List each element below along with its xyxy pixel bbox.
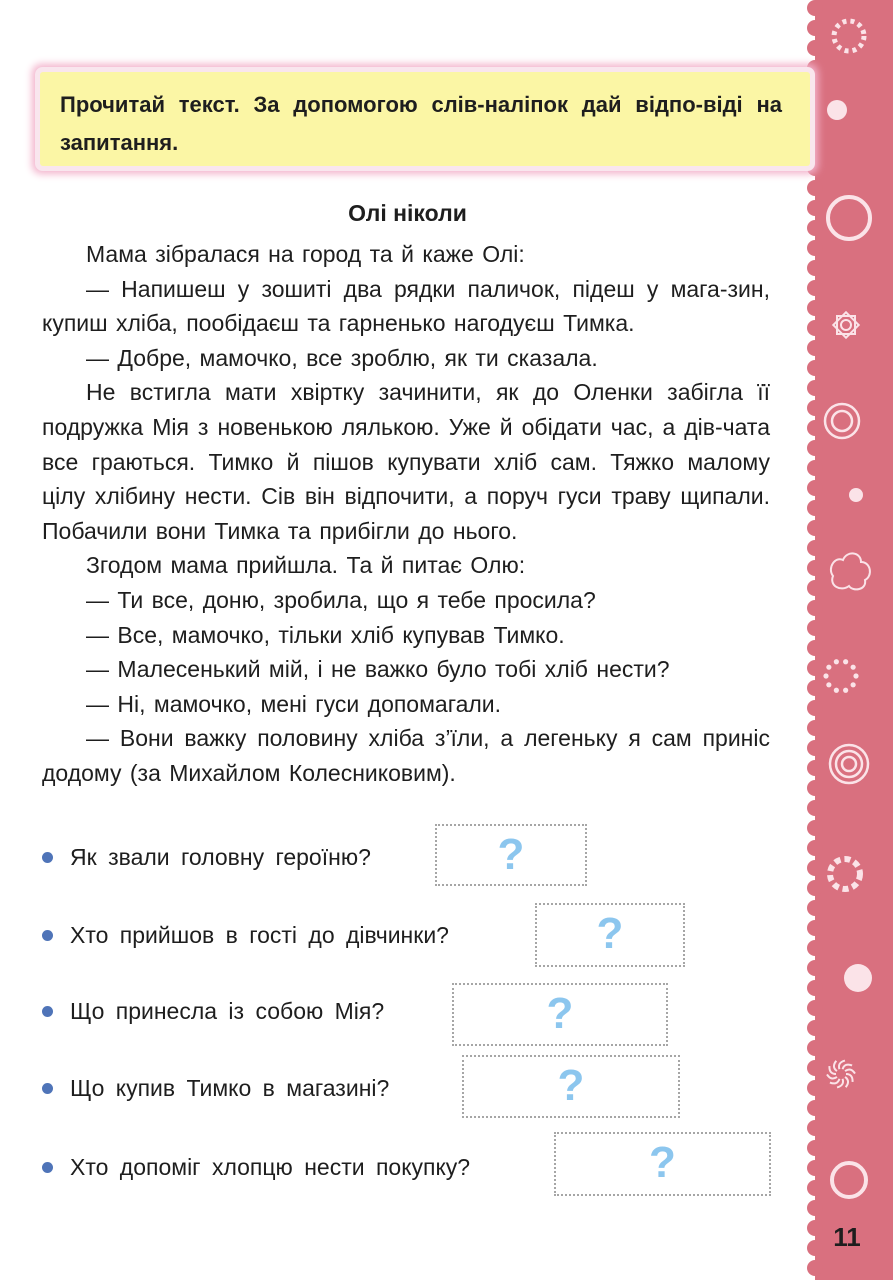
scallop-dot [807,400,823,416]
dot-circle-dot [826,665,831,670]
scallop-dot [807,1180,823,1196]
story-paragraph: — Вони важку половину хліба з’їли, а легеньку я сам приніс додому (за Михайлом Колесниковим). [42,725,770,786]
scallop-dot [807,280,823,296]
scallop-dot [807,1240,823,1256]
ring-bottom-icon [823,1154,875,1206]
scallop-dot [807,880,823,896]
bullet-icon [42,1083,53,1094]
question-text: Що купив Тимко в магазині? [70,1075,390,1101]
scallop-dot [807,740,823,756]
scallop-dot [807,520,823,536]
swirl-stroke [845,1077,848,1087]
dot-circle-dot [823,673,828,678]
dot-circle-dot [853,673,858,678]
scallop-dot [807,720,823,736]
question-mark-icon: ? [557,1061,585,1110]
scallop-dot [807,540,823,556]
scallop-dot [807,700,823,716]
bullet-icon [42,1006,53,1017]
swirl-stroke [830,1079,840,1084]
flower-icon [823,302,875,354]
scallop-dot [807,360,823,376]
scallop-dot [807,340,823,356]
scallop-dot [807,260,823,276]
scallop-dot [807,320,823,336]
scallop-dot [807,460,823,476]
scallop-dot [807,500,823,516]
question-mark-icon: ? [497,830,525,879]
scallop-dot [807,580,823,596]
question-text: Як звали головну героїню? [70,844,371,870]
scallop-dot [807,920,823,936]
target-icon [823,395,875,447]
scallop-dot [807,180,823,196]
story-paragraph: Мама зібралася на город та й каже Олі: [86,241,525,267]
answer-sticker-box[interactable] [452,983,668,1046]
cloud-icon [823,546,875,598]
scallop-dot [807,300,823,316]
dashed-ring-icon [823,848,875,900]
bullet-icon [42,852,53,863]
scallop-dot [807,1220,823,1236]
dot-circle-dot [834,659,839,664]
question-mark-icon: ? [546,989,574,1038]
scallop-dot [807,1140,823,1156]
scallop-dot [807,20,823,36]
dot-circle-dot [834,688,839,693]
scallop-dot [807,660,823,676]
story-paragraph: — Ні, мамочко, мені гуси допомагали. [86,690,502,717]
scallop-dot [807,440,823,456]
story-paragraph: — Малесенький мій, і не важко було тобі хліб нести? [86,656,670,683]
scallop-dot [807,1000,823,1016]
instruction-text: Прочитай текст. За допомогою слів-наліпок дай відпо-віді на запитання. [60,92,782,155]
instruction-banner [40,72,810,166]
swirl-stroke [843,1065,853,1070]
answer-sticker-box[interactable] [435,824,587,886]
story-paragraph: — Все, мамочко, тільки хліб купував Тимко. [86,621,565,648]
swirl-icon [823,1048,875,1100]
story-title: Олі ніколи [348,200,467,226]
swirl-stroke [827,1074,837,1078]
scallop-dot [807,1160,823,1176]
dot-circle-dot [851,682,856,687]
scallop-dot [807,780,823,796]
scallop-dot [807,1080,823,1096]
scallop-dot [807,900,823,916]
scallop-dot [807,980,823,996]
dot-circle-dot [843,659,848,664]
story-paragraph: — Ти все, доню, зробила, що я тебе просила? [86,586,596,613]
scallop-dot [807,1120,823,1136]
story-paragraph: Не встигла мати хвіртку зачинити, як до Оленки забігла її подружка Мія з новенькою лялькою. Уже й обідати час, а дів-чата все граються. Тимко й пішов купувати хліб сам. Тяжко малому цілу хлібину нести. Сів він відпочити, а поруч гуси траву щипали. Побачили вони Тимка та прибігли до нього. [42,379,770,544]
scallop-dot [807,820,823,836]
scallop-dot [807,40,823,56]
scallop-dot [807,1260,823,1276]
small-dot-icon [823,470,875,522]
dot-circle-icon [823,650,875,702]
scallop-dot [807,1060,823,1076]
scallop-dot [807,0,823,16]
scallop-dot [807,1040,823,1056]
dot-circle-dot [826,682,831,687]
swirl-stroke [834,1061,837,1071]
answer-sticker-box[interactable] [535,903,685,967]
scallop-dot [807,960,823,976]
ring-icon [823,192,875,244]
scallop-dot [807,800,823,816]
question-text: Хто прийшов в гості до дівчинки? [70,922,449,948]
scallop-dot [807,1020,823,1036]
bullet-icon [42,930,53,941]
dotted-ring-icon [823,10,875,62]
question-mark-icon: ? [596,909,624,958]
question-mark-icon: ? [649,1138,676,1187]
scallop-dot [807,760,823,776]
story-paragraph: — Напишеш у зошиті два рядки паличок, підеш у мага-зин, купиш хліба, пообідаєш та гарненько нагодуєш Тимка. [42,275,770,337]
scallop-dot [807,860,823,876]
dot-icon [823,84,875,136]
story-text [42,237,770,791]
scallop-dot [807,940,823,956]
bullet-icon [42,1162,53,1173]
answer-sticker-box[interactable] [554,1132,771,1196]
story-paragraph: — Добре, мамочко, все зроблю, як ти сказала. [86,344,598,371]
scallop-dot [807,600,823,616]
scallop-dot [807,640,823,656]
answer-sticker-box[interactable] [462,1055,680,1118]
spiral-icon [823,738,875,790]
dot-circle-dot [843,688,848,693]
swirl-stroke [845,1069,855,1073]
question-text: Хто допоміг хлопцю нести покупку? [70,1154,471,1180]
scallop-dot [807,480,823,496]
story-paragraph: Згодом мама прийшла. Та й питає Олю: [86,552,526,579]
scallop-dot [807,1100,823,1116]
page-number: 11 [833,1222,861,1252]
scallop-dot [807,240,823,256]
scallop-dot [807,840,823,856]
scallop-dot [807,420,823,436]
scallop-dot [807,560,823,576]
scallop-dot [807,620,823,636]
scallop-dot [807,680,823,696]
scallop-dot [807,1200,823,1216]
large-dot-icon [823,952,875,1004]
question-text: Що принесла із собою Мія? [70,998,385,1024]
scallop-dot [807,380,823,396]
dot-circle-dot [851,665,856,670]
